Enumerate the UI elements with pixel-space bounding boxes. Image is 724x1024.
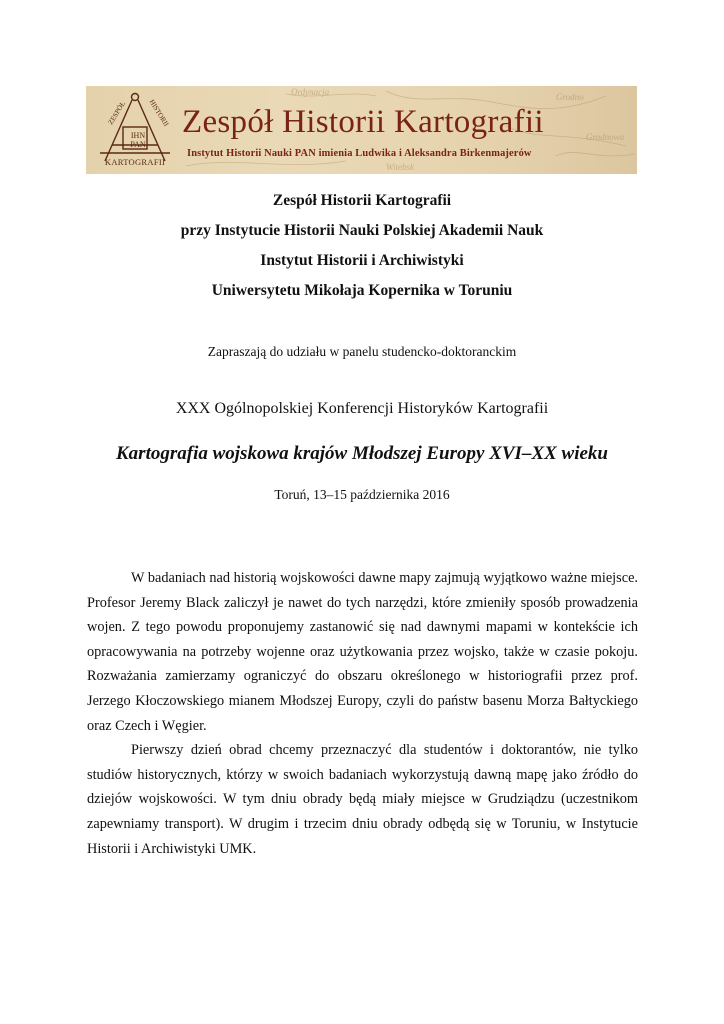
paragraph-2: Pierwszy dzień obrad chcemy przeznaczyć dla studentów i doktorantów, nie tylko studiów historycznych, którzy w swoich badaniach wykorzystują dawną mapę jako źródło do dziejów wojskowości. W tym dniu obrady będą miały miejsce w Grudziądzu (uczestnikom zapewniamy transport). W drugim i trzecim dniu obrady odbędą się w Toruniu, w Instytucie Historii i Archiwistyki UMK. xyxy=(87,742,638,857)
body-text xyxy=(87,566,638,861)
conference-topic: Kartografia wojskowa krajów Młodszej Europy XVI–XX wieku xyxy=(116,443,608,464)
banner-subtitle: Instytut Historii Nauki PAN imienia Ludwika i Aleksandra Birkenmajerów xyxy=(187,148,532,159)
svg-text:Grodnowa: Grodnowa xyxy=(586,132,625,142)
logo-text-pan: PAN xyxy=(130,140,146,149)
paragraph-1: W badaniach nad historią wojskowości dawne mapy zajmują wyjątkowo ważne miejsce. Profesor Jeremy Black zaliczył je nawet do tych narzędzi, które zmieniły sposób prowadzenia wojen. Z tego powodu proponujemy zastanowić się nad dawnymi mapami w kontekście ich opracowywania na potrzeby wojenne oraz użytkowania przez wojsko, także w czasie pokoju. Rozważania zamierzamy ograniczyć do obszaru określonego w historiografii przez prof. Jerzego Kłoczowskiego mianem Młodszej Europy, czyli do państw basenu Morza Bałtyckiego oraz Czech i Węgier. xyxy=(87,570,638,734)
svg-text:Witebsk: Witebsk xyxy=(386,162,414,172)
logo-text-zespol: ZESPÓŁ xyxy=(106,99,128,127)
invitation-line: Zapraszają do udziału w panelu studencko-doktoranckim xyxy=(207,344,517,359)
date-place: Toruń, 13–15 października 2016 xyxy=(274,487,450,502)
organizer-line-1: Zespół Historii Kartografii xyxy=(272,192,452,209)
svg-text:Ordynacja: Ordynacja xyxy=(291,87,330,97)
header-banner xyxy=(86,86,637,174)
banner-title: Zespół Historii Kartografii xyxy=(182,104,544,140)
organizer-line-4: Uniwersytetu Mikołaja Kopernika w Toruniu xyxy=(211,282,513,299)
conference-name: XXX Ogólnopolskiej Konferencji Historyków Kartografii xyxy=(175,400,549,417)
organizer-line-3: Instytut Historii i Archiwistyki xyxy=(260,252,464,269)
logo-text-ihn: IHN xyxy=(130,131,146,140)
organizer-line-2: przy Instytucie Historii Nauki Polskiej Akademii Nauk xyxy=(180,222,544,239)
logo-text-historii: HISTORII xyxy=(147,98,171,128)
ihn-pan-logo xyxy=(92,89,178,171)
svg-text:Grodno: Grodno xyxy=(556,92,584,102)
logo-text-kartografii: KARTOGRAFII xyxy=(104,157,166,167)
